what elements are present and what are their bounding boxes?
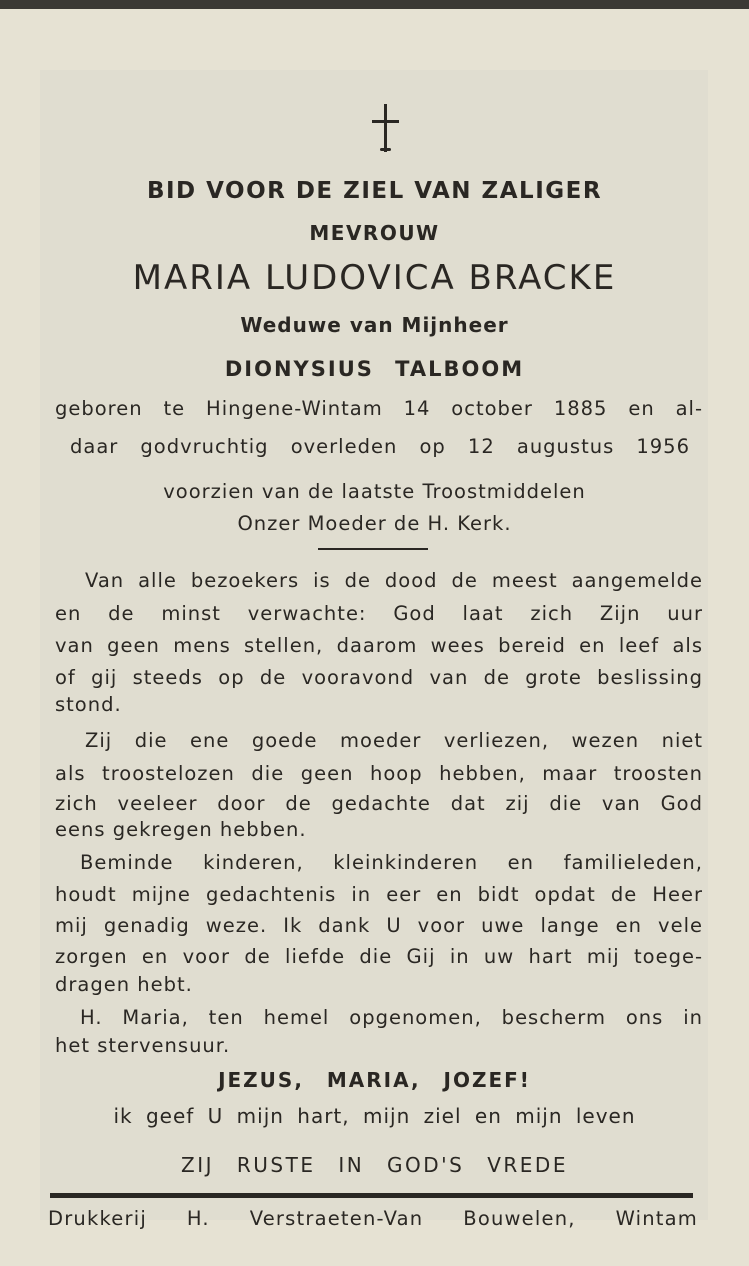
paragraph2-line: eens gekregen hebben. [55, 818, 307, 841]
paragraph3-line: Beminde kinderen, kleinkinderen en familieleden, [80, 851, 703, 874]
death-line: daar godvruchtig overleden op 12 augustus 1956 [70, 435, 690, 458]
cross-icon [362, 104, 410, 156]
divider-short [318, 548, 428, 550]
birth-line: geboren te Hingene-Wintam 14 october 1885 en al- [55, 397, 703, 420]
sacraments-line-2: Onzer Moeder de H. Kerk. [237, 512, 512, 535]
paragraph4-line: H. Maria, ten hemel opgenomen, bescherm ons in [80, 1006, 703, 1029]
sacraments-line-1: voorzien van de laatste Troostmiddelen [163, 480, 586, 503]
card-top-edge [0, 0, 749, 9]
prayer-dedication: ik geef U mijn hart, mijn ziel en mijn leven [113, 1104, 636, 1128]
heading-prayer-request: BID VOOR DE ZIEL VAN ZALIGER [146, 178, 603, 204]
paragraph4-line: het stervensuur. [55, 1034, 231, 1057]
paragraph1-line: stond. [55, 693, 122, 716]
paragraph3-line: houdt mijne gedachtenis in eer en bidt opdat de Heer [55, 883, 703, 906]
paragraph1-line: en de minst verwachte: God laat zich Zijn uur [55, 602, 703, 625]
paragraph2-line: als troostelozen die geen hoop hebben, maar troosten [55, 762, 703, 785]
deceased-name: MARIA LUDOVICA BRACKE [132, 258, 617, 298]
prayer-invocation: JEZUS, MARIA, JOZEF! [218, 1068, 531, 1092]
widow-of-label: Weduwe van Mijnheer [240, 313, 509, 337]
spouse-name: DIONYSIUS TALBOOM [224, 357, 525, 381]
paragraph1-line: of gij steeds op de vooravond van de grote beslissing [55, 666, 703, 689]
paragraph2-line: Zij die ene goede moeder verliezen, wezen niet [85, 729, 703, 752]
paragraph3-line: mij genadig weze. Ik dank U voor uwe lange en vele [55, 914, 703, 937]
printer-credit: Drukkerij H. Verstraeten-Van Bouwelen, Wintam [48, 1207, 698, 1230]
closing-rest-in-peace: ZIJ RUSTE IN GOD'S VREDE [181, 1153, 568, 1177]
paragraph3-line: dragen hebt. [55, 973, 193, 996]
paragraph2-line: zich veeleer door de gedachte dat zij die van God [55, 792, 703, 815]
heading-title: MEVROUW [309, 221, 440, 245]
paragraph1-line: Van alle bezoekers is de dood de meest aangemelde [85, 569, 703, 592]
divider-thick [50, 1193, 693, 1198]
paragraph3-line: zorgen en voor de liefde die Gij in uw hart mij toege- [55, 945, 703, 968]
paragraph1-line: van geen mens stellen, daarom wees bereid en leef als [55, 634, 703, 657]
